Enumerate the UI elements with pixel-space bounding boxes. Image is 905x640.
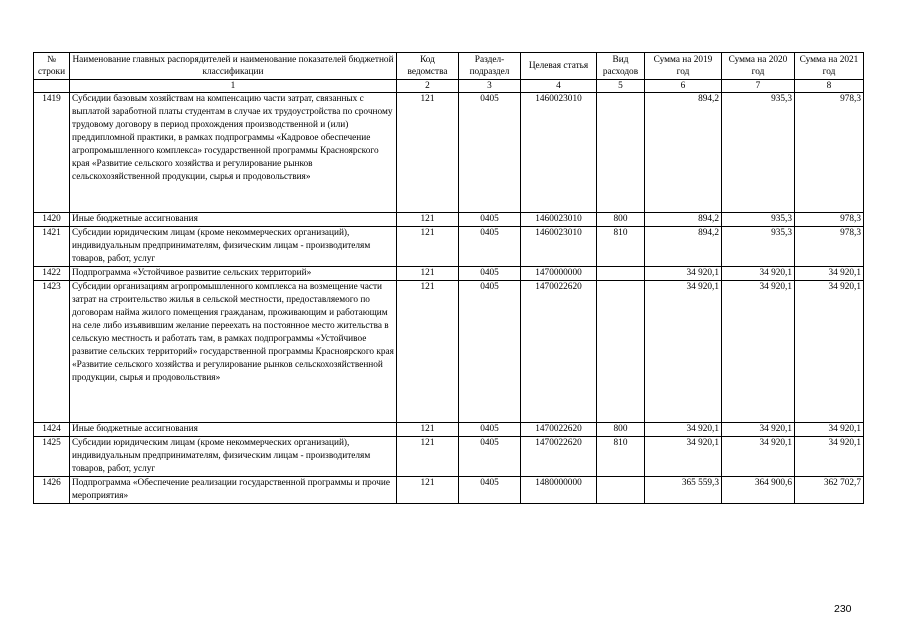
budget-table: [33, 52, 864, 504]
header-sum-2019: Сумма на 2019 год: [645, 53, 722, 80]
row-sum-2020: 935,3: [722, 93, 795, 213]
row-target-article: 1470022620: [521, 281, 597, 423]
column-number-row: [34, 80, 864, 93]
row-sum-2021: 978,3: [795, 93, 864, 213]
header-row-no: № строки: [34, 53, 70, 80]
row-expense-type: 810: [597, 227, 645, 267]
row-sum-2021: 978,3: [795, 227, 864, 267]
row-target-article: 1460023010: [521, 227, 597, 267]
row-sum-2021: 34 920,1: [795, 281, 864, 423]
row-section: 0405: [459, 281, 521, 423]
row-expense-type: 800: [597, 213, 645, 227]
row-section: 0405: [459, 267, 521, 281]
row-number: 1419: [34, 93, 70, 213]
row-sum-2020: 34 920,1: [722, 267, 795, 281]
row-sum-2019: 34 920,1: [645, 437, 722, 477]
row-dept-code: 121: [397, 213, 459, 227]
header-target-article: Целевая статья: [521, 53, 597, 80]
row-sum-2020: 34 920,1: [722, 423, 795, 437]
row-sum-2020: 935,3: [722, 213, 795, 227]
header-sum-2020: Сумма на 2020 год: [722, 53, 795, 80]
row-expense-type: [597, 93, 645, 213]
row-section: 0405: [459, 227, 521, 267]
row-number: 1426: [34, 477, 70, 504]
row-target-article: 1460023010: [521, 93, 597, 213]
table-row: [34, 437, 864, 477]
row-sum-2020: 34 920,1: [722, 437, 795, 477]
row-number: 1421: [34, 227, 70, 267]
row-name: Иные бюджетные ассигнования: [70, 213, 397, 227]
row-expense-type: [597, 267, 645, 281]
row-sum-2019: 894,2: [645, 213, 722, 227]
header-expense-type: Вид расходов: [597, 53, 645, 80]
row-target-article: 1480000000: [521, 477, 597, 504]
row-section: 0405: [459, 213, 521, 227]
row-target-article: 1470022620: [521, 437, 597, 477]
row-target-article: 1470022620: [521, 423, 597, 437]
table-row: [34, 267, 864, 281]
page-number: 230: [834, 603, 852, 615]
row-expense-type: 810: [597, 437, 645, 477]
column-number: 5: [597, 80, 645, 93]
row-name: Иные бюджетные ассигнования: [70, 423, 397, 437]
row-number: 1424: [34, 423, 70, 437]
row-dept-code: 121: [397, 267, 459, 281]
row-dept-code: 121: [397, 477, 459, 504]
row-sum-2020: 935,3: [722, 227, 795, 267]
table-row: [34, 227, 864, 267]
row-section: 0405: [459, 423, 521, 437]
row-name: Подпрограмма «Обеспечение реализации государственной программы и прочие мероприятия»: [70, 477, 397, 504]
row-sum-2020: 34 920,1: [722, 281, 795, 423]
table-row: [34, 477, 864, 504]
row-target-article: 1470000000: [521, 267, 597, 281]
row-expense-type: [597, 477, 645, 504]
table-row: [34, 93, 864, 213]
row-number: 1423: [34, 281, 70, 423]
row-sum-2021: 34 920,1: [795, 423, 864, 437]
row-sum-2019: 894,2: [645, 227, 722, 267]
table-row: [34, 281, 864, 423]
column-number: 8: [795, 80, 864, 93]
row-sum-2021: 362 702,7: [795, 477, 864, 504]
row-dept-code: 121: [397, 93, 459, 213]
row-number: 1422: [34, 267, 70, 281]
row-sum-2021: 978,3: [795, 213, 864, 227]
row-sum-2019: 34 920,1: [645, 423, 722, 437]
row-expense-type: [597, 281, 645, 423]
header-section: Раздел-подраздел: [459, 53, 521, 80]
header-name: Наименование главных распорядителей и наименование показателей бюджетной классификации: [70, 53, 397, 80]
column-number: [34, 80, 70, 93]
row-dept-code: 121: [397, 423, 459, 437]
row-expense-type: 800: [597, 423, 645, 437]
row-dept-code: 121: [397, 281, 459, 423]
row-section: 0405: [459, 437, 521, 477]
column-number: 7: [722, 80, 795, 93]
row-name: Субсидии юридическим лицам (кроме некоммерческих организаций), индивидуальным предпринимателям, физическим лицам - производителям товаров, работ, услуг: [70, 437, 397, 477]
table-row: [34, 423, 864, 437]
row-sum-2019: 34 920,1: [645, 267, 722, 281]
column-number: 2: [397, 80, 459, 93]
column-number: 4: [521, 80, 597, 93]
row-number: 1425: [34, 437, 70, 477]
row-section: 0405: [459, 93, 521, 213]
row-name: Субсидии организациям агропромышленного комплекса на возмещение части затрат на строительство жилья в сельской местности, предоставляемого по договорам найма жилого помещения гражданам, проживающим и работающим на селе либо изъявившим желание переехать на постоянное место жительства в сельскую местность и работать там, в рамках подпрограммы «Устойчивое развитие сельских территорий» государственной программы Красноярского края «Развитие сельского хозяйства и регулирование рынков сельскохозяйственной продукции, сырья и продовольствия»: [70, 281, 397, 423]
row-sum-2021: 34 920,1: [795, 437, 864, 477]
row-number: 1420: [34, 213, 70, 227]
row-dept-code: 121: [397, 437, 459, 477]
header-row: [34, 53, 864, 80]
row-sum-2021: 34 920,1: [795, 267, 864, 281]
row-name: Субсидии юридическим лицам (кроме некоммерческих организаций), индивидуальным предпринимателям, физическим лицам - производителям товаров, работ, услуг: [70, 227, 397, 267]
row-sum-2019: 34 920,1: [645, 281, 722, 423]
row-section: 0405: [459, 477, 521, 504]
header-sum-2021: Сумма на 2021 год: [795, 53, 864, 80]
row-name: Подпрограмма «Устойчивое развитие сельских территорий»: [70, 267, 397, 281]
header-dept-code: Код ведомства: [397, 53, 459, 80]
row-name: Субсидии базовым хозяйствам на компенсацию части затрат, связанных с выплатой заработной платы студентам в случае их трудоустройства по срочному трудовому договору в период прохождения производственной и (или) преддипломной практики, в рамках подпрограммы «Кадровое обеспечение агропромышленного комплекса» государственной программы Красноярского края «Развитие сельского хозяйства и регулирование рынков сельскохозяйственной продукции, сырья и продовольствия»: [70, 93, 397, 213]
column-number: 3: [459, 80, 521, 93]
row-sum-2019: 894,2: [645, 93, 722, 213]
column-number: 6: [645, 80, 722, 93]
row-sum-2020: 364 900,6: [722, 477, 795, 504]
row-target-article: 1460023010: [521, 213, 597, 227]
row-dept-code: 121: [397, 227, 459, 267]
table-row: [34, 213, 864, 227]
row-sum-2019: 365 559,3: [645, 477, 722, 504]
table-body: [34, 80, 864, 504]
column-number: 1: [70, 80, 397, 93]
